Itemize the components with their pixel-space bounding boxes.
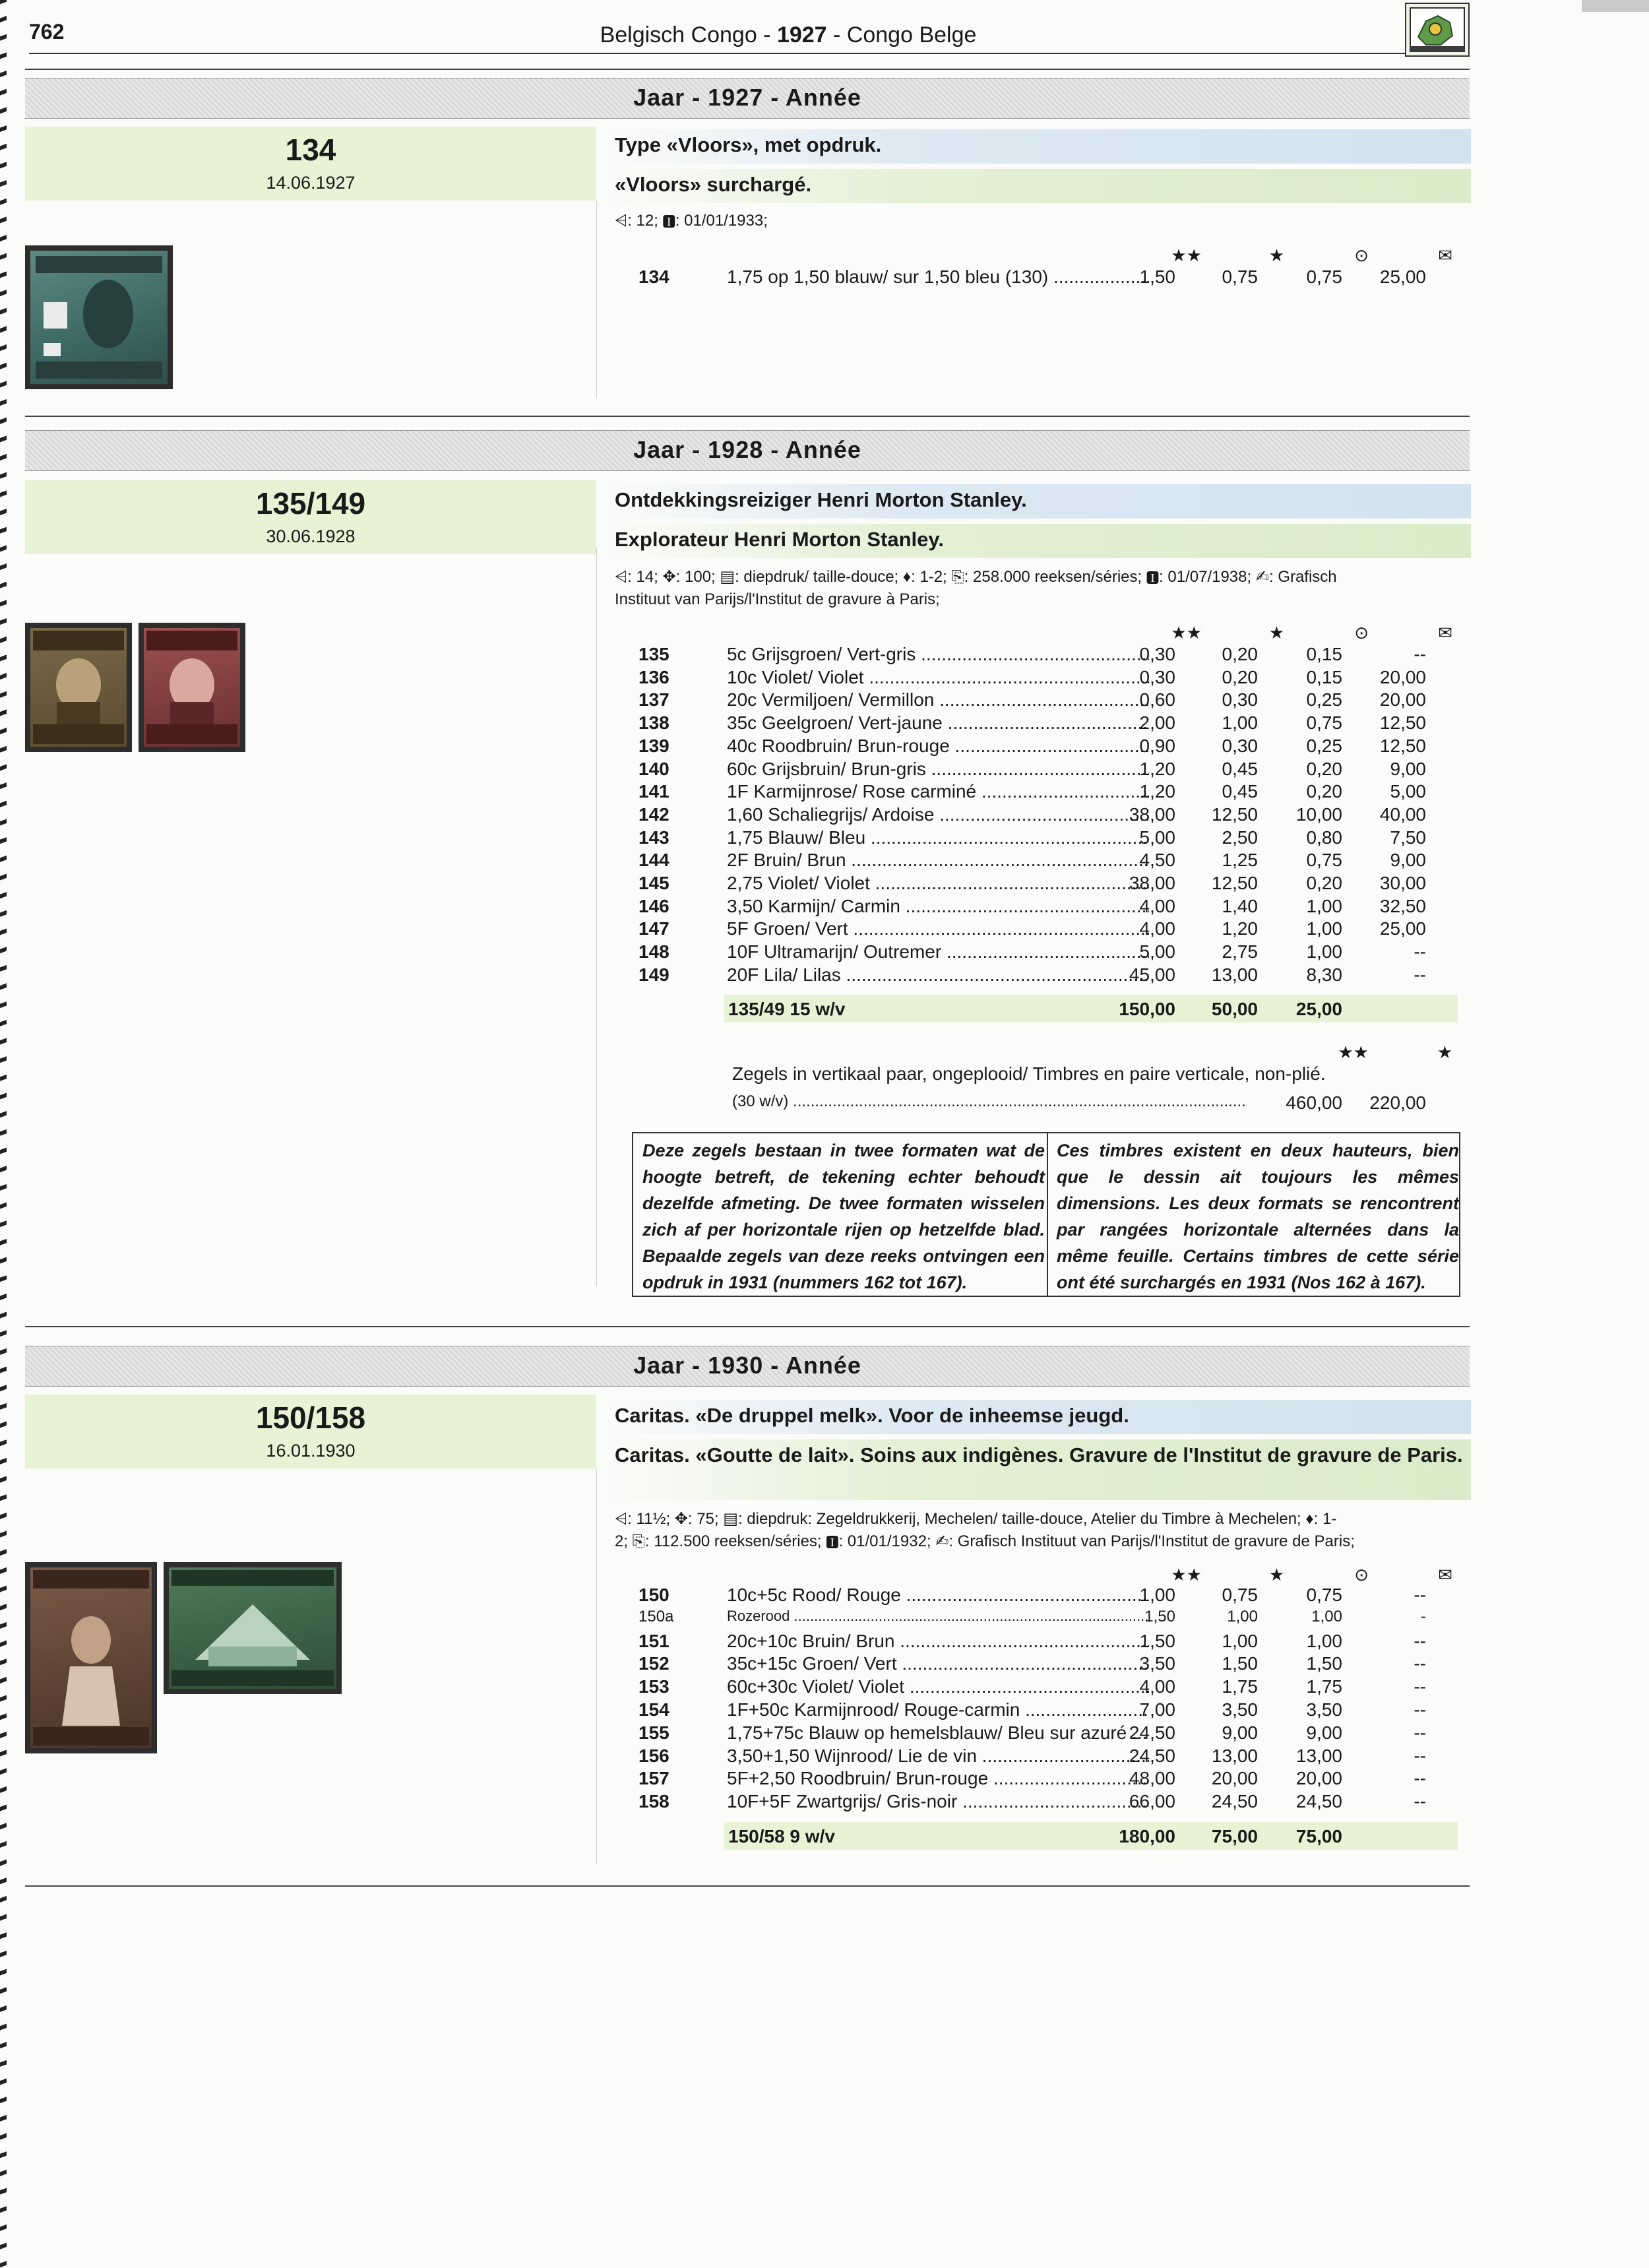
price-mh: 1,20	[1222, 918, 1258, 939]
price-used: 0,80	[1306, 827, 1342, 848]
price-used: 0,75	[1306, 850, 1342, 871]
table-row	[615, 689, 1472, 712]
stamp-number: 152	[638, 1653, 669, 1674]
stamp-number: 145	[638, 873, 669, 893]
price-mh: 1,00	[1222, 712, 1258, 734]
price-mh: 0,20	[1222, 666, 1258, 687]
table-row	[615, 1653, 1472, 1676]
stamp-description: 1F+50c Karmijnrood/ Rouge-carmin .....	[727, 1699, 1149, 1720]
note-nl: Deze zegels bestaan in twee formaten wat de hoogte betreft, de tekening echter behoudt dezelfde afmeting. De twee formaten wisselen zich af per horizontale rijen op hetzelfde blad. Bepaalde zegels van deze reeks ontvingen een opdruk in 1931 (nummers 162 tot 167).	[642, 1141, 1045, 1292]
price-cover: --	[1414, 1745, 1426, 1766]
stamp-description: 5c Grijsgroen/ Vert-gris .....	[727, 644, 1149, 665]
price-mnh: 4,00	[1139, 918, 1175, 939]
col-head-mnh: ★★	[1171, 1565, 1202, 1585]
section-rule	[25, 69, 1470, 70]
price-mnh: 24,50	[1129, 1722, 1175, 1743]
dispensary-scene-icon	[169, 1567, 336, 1689]
price-cover: --	[1414, 1653, 1426, 1674]
stamp-description: 60c+30c Violet/ Violet .....	[727, 1676, 1149, 1697]
price-cover: --	[1414, 1585, 1426, 1605]
price-cover: 32,50	[1379, 895, 1426, 916]
table-row	[615, 896, 1472, 919]
issue-specs: ⩤: 12; 🅸: 01/01/1933;	[615, 212, 768, 230]
set-total-row	[724, 1822, 1458, 1850]
catalogue-number-band	[25, 1395, 596, 1468]
stamp-description: 20c Vermiljoen/ Vermillon .....	[727, 689, 1149, 710]
stamp-number: 156	[638, 1745, 669, 1766]
issue-date: 30.06.1928	[266, 526, 356, 546]
stamp-description: 5F+2,50 Roodbruin/ Brun-rouge .....	[727, 1768, 1149, 1789]
year-band	[25, 78, 1470, 119]
price-used: 1,00	[1306, 941, 1342, 962]
price-mnh: 1,20	[1139, 758, 1175, 779]
issue-specs-line: ⩤: 11½; ✥: 75; ▤: diepdruk: Zegeldrukkerij, Mechelen/ taille-douce, Atelier du Timbre à Mechelen; ♦: 1-	[615, 1510, 1337, 1528]
col-head-mnh: ★★	[1171, 623, 1202, 643]
stamp-number: 151	[638, 1630, 669, 1651]
stamp-description: 1,75 op 1,50 blauw/ sur 1,50 bleu (130) .....	[727, 267, 1149, 288]
table-row	[615, 644, 1472, 667]
stamp-description: 10c Violet/ Violet .....	[727, 667, 1149, 688]
price-mnh: 1,20	[1139, 781, 1175, 802]
col-head-cover: ✉	[1438, 623, 1452, 643]
price-used: 9,00	[1306, 1722, 1342, 1743]
column-divider	[596, 201, 597, 398]
format-note	[632, 1132, 1460, 1297]
table-row	[615, 1791, 1472, 1814]
price-mnh: 24,50	[1129, 1745, 1175, 1766]
stamp-number: 154	[638, 1699, 669, 1720]
price-mnh: 3,50	[1139, 1653, 1175, 1674]
price-mh: 20,00	[1211, 1768, 1258, 1789]
stamp-description: 10F+5F Zwartgrijs/ Gris-noir .....	[727, 1791, 1149, 1812]
price-mnh: 4,00	[1139, 895, 1175, 916]
table-row	[615, 873, 1472, 896]
stamp-number: 144	[638, 850, 669, 871]
price-used: 0,25	[1306, 735, 1342, 756]
stamp-description: 10c+5c Rood/ Rouge .....	[727, 1585, 1149, 1606]
column-divider	[596, 548, 597, 1286]
page-number: 762	[29, 20, 65, 44]
stamp-description: 5F Groen/ Vert .....	[727, 918, 1149, 939]
stamp-description: 2,75 Violet/ Violet .....	[727, 873, 1149, 894]
stamp-number: 150a	[638, 1607, 674, 1625]
issue-date: 16.01.1930	[266, 1441, 356, 1461]
stamp-description: 20c+10c Bruin/ Brun .....	[727, 1631, 1149, 1652]
price-mh: 24,50	[1211, 1791, 1258, 1812]
year-band	[25, 1346, 1470, 1387]
table-row	[615, 781, 1472, 804]
stamp-number: 147	[638, 918, 669, 939]
price-mh: 3,50	[1222, 1699, 1258, 1720]
stamp-description: Rozerood .....	[727, 1608, 1149, 1625]
table-row	[615, 804, 1472, 827]
stamp-number: 138	[638, 712, 669, 734]
price-mnh: 38,00	[1129, 803, 1175, 825]
price-mh: 2,50	[1222, 827, 1258, 848]
price-mh: 0,75	[1222, 267, 1258, 287]
stamp-number: 153	[638, 1676, 669, 1697]
stamp-description: 20F Lila/ Lilas .....	[727, 964, 1149, 986]
price-mnh: 4,50	[1139, 850, 1175, 871]
total-used: 75,00	[1295, 1826, 1342, 1846]
pair-price-mh: 220,00	[1369, 1092, 1426, 1113]
table-row	[615, 918, 1472, 941]
col-head-mh: ★	[1268, 623, 1284, 643]
price-mnh: 5,00	[1139, 827, 1175, 848]
price-cover: 20,00	[1379, 666, 1426, 687]
issue-specs-line: 2; ⎘: 112.500 reeksen/séries; 🅸: 01/01/1932; ✍: Grafisch Instituut van Parijs/l'Institut de gravure de Paris;	[615, 1532, 1355, 1550]
price-mnh: 4,00	[1139, 1676, 1175, 1697]
price-used: 1,00	[1306, 1630, 1342, 1651]
set-total-label: 135/49 15 w/v	[728, 999, 846, 1019]
stamp-number: 139	[638, 735, 669, 756]
issue-title-fr: «Vloors» surchargé.	[607, 169, 1471, 203]
table-row	[615, 964, 1472, 988]
pair-price-mnh: 460,00	[1286, 1092, 1342, 1113]
stamp-number: 135	[638, 644, 669, 664]
mother-child-icon	[30, 1567, 152, 1748]
scan-corner	[1582, 0, 1649, 12]
year-heading: Jaar - 1927 - Année	[633, 84, 861, 111]
price-mnh: 0,90	[1139, 735, 1175, 756]
table-row	[615, 1585, 1472, 1608]
price-cover: --	[1414, 941, 1426, 962]
stamp-image-134	[25, 245, 173, 389]
price-cover: --	[1414, 1768, 1426, 1789]
catalogue-number: 134	[285, 133, 336, 167]
stamp-description: 2F Bruin/ Brun .....	[727, 850, 1149, 871]
year-heading: Jaar - 1928 - Année	[633, 436, 861, 463]
price-used: 0,15	[1306, 666, 1342, 687]
stamp-number: 134	[638, 267, 669, 287]
stamp-image-dispensary	[164, 1562, 342, 1694]
price-used: 8,30	[1306, 964, 1342, 985]
price-mnh: 1,50	[1139, 1630, 1175, 1651]
stamp-description: 1,75+75c Blauw op hemelsblauw/ Bleu sur azuré .....	[727, 1722, 1149, 1744]
stamp-number: 143	[638, 827, 669, 848]
table-row	[615, 1746, 1472, 1769]
stamp-number: 155	[638, 1722, 669, 1743]
stamp-image-stanley-red	[139, 623, 245, 752]
stamp-image-mother-child	[25, 1562, 157, 1753]
table-row	[615, 759, 1472, 782]
price-used: 0,75	[1306, 712, 1342, 734]
header-rule	[29, 53, 1405, 54]
table-row	[615, 1676, 1472, 1699]
price-cover: 40,00	[1379, 803, 1426, 825]
stamp-number: 140	[638, 758, 669, 779]
price-used: 1,50	[1306, 1653, 1342, 1674]
stamp-image-stanley-brown	[25, 623, 132, 752]
price-mh: 1,00	[1227, 1607, 1258, 1625]
year-band	[25, 430, 1470, 471]
price-mh: 1,40	[1222, 895, 1258, 916]
catalogue-number: 135/149	[255, 486, 366, 520]
price-mh: 0,75	[1222, 1585, 1258, 1605]
section-rule	[25, 416, 1470, 417]
price-mnh: 48,00	[1129, 1768, 1175, 1789]
price-cover: --	[1414, 1630, 1426, 1651]
catalogue-number-band	[25, 480, 596, 554]
catalogue-number: 150/158	[255, 1401, 366, 1435]
price-used: 0,20	[1306, 873, 1342, 893]
price-cover: 7,50	[1390, 827, 1426, 848]
price-cover: --	[1414, 644, 1426, 664]
running-head: Belgisch Congo - 1927 - Congo Belge	[600, 22, 977, 47]
price-mh: 13,00	[1211, 1745, 1258, 1766]
price-mh: 13,00	[1211, 964, 1258, 985]
price-cover: 9,00	[1390, 850, 1426, 871]
price-used: 10,00	[1295, 803, 1342, 825]
price-used: 0,20	[1306, 758, 1342, 779]
note-fr: Ces timbres existent en deux hauteurs, bien que le dessin ait toujours les mêmes dimensions. Les deux formats se rencontrent par rangées horizontale alternées dans la même feuille. Certains timbres de cette série ont été surchargés en 1931 (Nos 162 à 167).	[1057, 1141, 1459, 1292]
stamp-description: 3,50+1,50 Wijnrood/ Lie de vin .....	[727, 1746, 1149, 1767]
issue-specs	[615, 566, 1459, 611]
table-row	[615, 827, 1472, 850]
price-used: 0,25	[1306, 689, 1342, 710]
table-row	[615, 1631, 1472, 1654]
price-mh: 12,50	[1211, 803, 1258, 825]
issue-title-nl: Caritas. «De druppel melk». Voor de inheemse jeugd.	[607, 1400, 1471, 1434]
col-head-mh: ★	[1268, 1565, 1284, 1585]
total-used: 25,00	[1295, 999, 1342, 1019]
price-mnh: 45,00	[1129, 964, 1175, 985]
price-mnh: 66,00	[1129, 1791, 1175, 1812]
price-used: 24,50	[1295, 1791, 1342, 1812]
stamp-number: 157	[638, 1768, 669, 1789]
table-row	[615, 1722, 1472, 1746]
price-mnh: 0,30	[1139, 666, 1175, 687]
price-cover: 25,00	[1379, 267, 1426, 287]
stamp-description: 40c Roodbruin/ Brun-rouge .....	[727, 736, 1149, 757]
price-used: 1,75	[1306, 1676, 1342, 1697]
issue-title-nl: Ontdekkingsreiziger Henri Morton Stanley.	[607, 484, 1471, 519]
col-head-mnh: ★★	[1338, 1042, 1369, 1062]
price-mnh: 2,00	[1139, 712, 1175, 734]
stamp-description: 10F Ultramarijn/ Outremer .....	[727, 941, 1149, 962]
price-cover: -	[1421, 1607, 1426, 1625]
price-used: 0,20	[1306, 781, 1342, 802]
price-cover: 30,00	[1379, 873, 1426, 893]
price-cover: --	[1414, 1722, 1426, 1743]
stamp-number: 148	[638, 941, 669, 962]
price-used: 20,00	[1295, 1768, 1342, 1789]
table-row	[615, 712, 1472, 736]
stamp-number: 158	[638, 1791, 669, 1812]
total-mnh: 180,00	[1119, 1826, 1175, 1846]
stamp-number: 146	[638, 895, 669, 916]
stamp-description: 1,75 Blauw/ Bleu .....	[727, 827, 1149, 848]
pair-count: (30 w/v) .....	[732, 1092, 1247, 1111]
price-used: 1,00	[1306, 895, 1342, 916]
col-head-mh: ★	[1268, 245, 1284, 265]
price-mh: 1,50	[1222, 1653, 1258, 1674]
price-mnh: 1,50	[1144, 1607, 1175, 1625]
col-head-cover: ✉	[1438, 245, 1452, 265]
price-mnh: 1,50	[1139, 267, 1175, 287]
price-mnh: 1,00	[1139, 1585, 1175, 1605]
issue-title-fr: Explorateur Henri Morton Stanley.	[607, 524, 1471, 558]
price-used: 3,50	[1306, 1699, 1342, 1720]
stamp-description: 1F Karmijnrose/ Rose carminé .....	[727, 781, 1149, 802]
stanley-portrait-icon	[144, 628, 240, 747]
price-cover: --	[1414, 1699, 1426, 1720]
stamp-number: 137	[638, 689, 669, 710]
page-scan-edge	[0, 0, 7, 2268]
table-row	[615, 941, 1472, 964]
year-heading: Jaar - 1930 - Année	[633, 1352, 861, 1379]
price-mh: 1,75	[1222, 1676, 1258, 1697]
stamp-description: 3,50 Karmijn/ Carmin .....	[727, 896, 1149, 917]
stamp-description: 60c Grijsbruin/ Brun-gris .....	[727, 759, 1149, 780]
catalogue-number-band	[25, 127, 596, 201]
price-mnh: 0,30	[1139, 644, 1175, 664]
stamp-number: 136	[638, 666, 669, 687]
price-used: 0,75	[1306, 267, 1342, 287]
price-used: 1,00	[1306, 918, 1342, 939]
table-row	[615, 736, 1472, 759]
issue-specs	[615, 1508, 1459, 1553]
issue-title-fr: Caritas. «Goutte de lait». Soins aux indigènes. Gravure de l'Institut de gravure de Paris.	[607, 1439, 1471, 1500]
stamp-vloors-icon	[30, 251, 168, 384]
price-cover: 5,00	[1390, 781, 1426, 802]
stamp-number: 142	[638, 803, 669, 825]
stanley-portrait-icon	[30, 628, 127, 747]
price-cover: --	[1414, 964, 1426, 985]
catalogue-logo	[1405, 3, 1470, 57]
price-mh: 0,30	[1222, 689, 1258, 710]
price-cover: 9,00	[1390, 758, 1426, 779]
price-mh: 1,25	[1222, 850, 1258, 871]
stamp-number: 149	[638, 964, 669, 985]
issue-specs-line: Instituut van Parijs/l'Institut de gravure à Paris;	[615, 590, 940, 608]
price-used: 0,75	[1306, 1585, 1342, 1605]
stamp-description: 35c+15c Groen/ Vert .....	[727, 1653, 1149, 1674]
pair-description: Zegels in vertikaal paar, ongeplooid/ Timbres en paire verticale, non-plié.	[732, 1063, 1326, 1084]
price-cover: 25,00	[1379, 918, 1426, 939]
stamp-description: 1,60 Schaliegrijs/ Ardoise .....	[727, 804, 1149, 825]
price-mh: 9,00	[1222, 1722, 1258, 1743]
col-head-used: ⊙	[1354, 623, 1369, 643]
table-row	[615, 1768, 1472, 1791]
col-head-mnh: ★★	[1171, 245, 1202, 265]
issue-title-nl: Type «Vloors», met opdruk.	[607, 129, 1471, 164]
price-mnh: 7,00	[1139, 1699, 1175, 1720]
price-mnh: 38,00	[1129, 873, 1175, 893]
price-cover: 12,50	[1379, 735, 1426, 756]
table-row	[615, 1699, 1472, 1722]
section-rule	[25, 1326, 1470, 1327]
table-row	[615, 850, 1472, 873]
set-total-label: 150/58 9 w/v	[728, 1826, 835, 1846]
page-end-rule	[25, 1885, 1470, 1887]
price-cover: 12,50	[1379, 712, 1426, 734]
price-mh: 0,45	[1222, 758, 1258, 779]
stamp-number: 150	[638, 1585, 669, 1605]
total-mnh: 150,00	[1119, 999, 1175, 1019]
total-mh: 75,00	[1211, 1826, 1258, 1846]
price-mh: 1,00	[1222, 1630, 1258, 1651]
price-mh: 2,75	[1222, 941, 1258, 962]
price-mnh: 5,00	[1139, 941, 1175, 962]
price-cover: --	[1414, 1791, 1426, 1812]
issue-specs-line: ⩤: 14; ✥: 100; ▤: diepdruk/ taille-douce; ♦: 1-2; ⎘: 258.000 reeksen/séries; 🅸: 01/07/1938; ✍: Grafisch	[615, 568, 1337, 586]
col-head-used: ⊙	[1354, 245, 1369, 265]
stamp-number: 141	[638, 781, 669, 802]
issue-date: 14.06.1927	[266, 173, 356, 193]
col-head-mh: ★	[1437, 1042, 1452, 1062]
column-divider	[596, 1468, 597, 1864]
price-used: 1,00	[1311, 1607, 1342, 1625]
total-mh: 50,00	[1211, 999, 1258, 1019]
price-cover: --	[1414, 1676, 1426, 1697]
note-divider	[1047, 1133, 1048, 1296]
price-used: 0,15	[1306, 644, 1342, 664]
price-mh: 0,45	[1222, 781, 1258, 802]
table-row	[615, 1608, 1472, 1631]
price-mh: 0,20	[1222, 644, 1258, 664]
price-mh: 0,30	[1222, 735, 1258, 756]
price-used: 13,00	[1295, 1745, 1342, 1766]
table-row-pair	[615, 1092, 1472, 1116]
col-head-used: ⊙	[1354, 1565, 1369, 1585]
table-row	[615, 267, 1472, 290]
stamp-description: 35c Geelgroen/ Vert-jaune .....	[727, 712, 1149, 734]
set-total-row	[724, 995, 1458, 1023]
price-mnh: 0,60	[1139, 689, 1175, 710]
col-head-cover: ✉	[1438, 1565, 1452, 1585]
price-mh: 12,50	[1211, 873, 1258, 893]
map-logo-icon	[1406, 4, 1468, 55]
price-cover: 20,00	[1379, 689, 1426, 710]
table-row	[615, 667, 1472, 690]
